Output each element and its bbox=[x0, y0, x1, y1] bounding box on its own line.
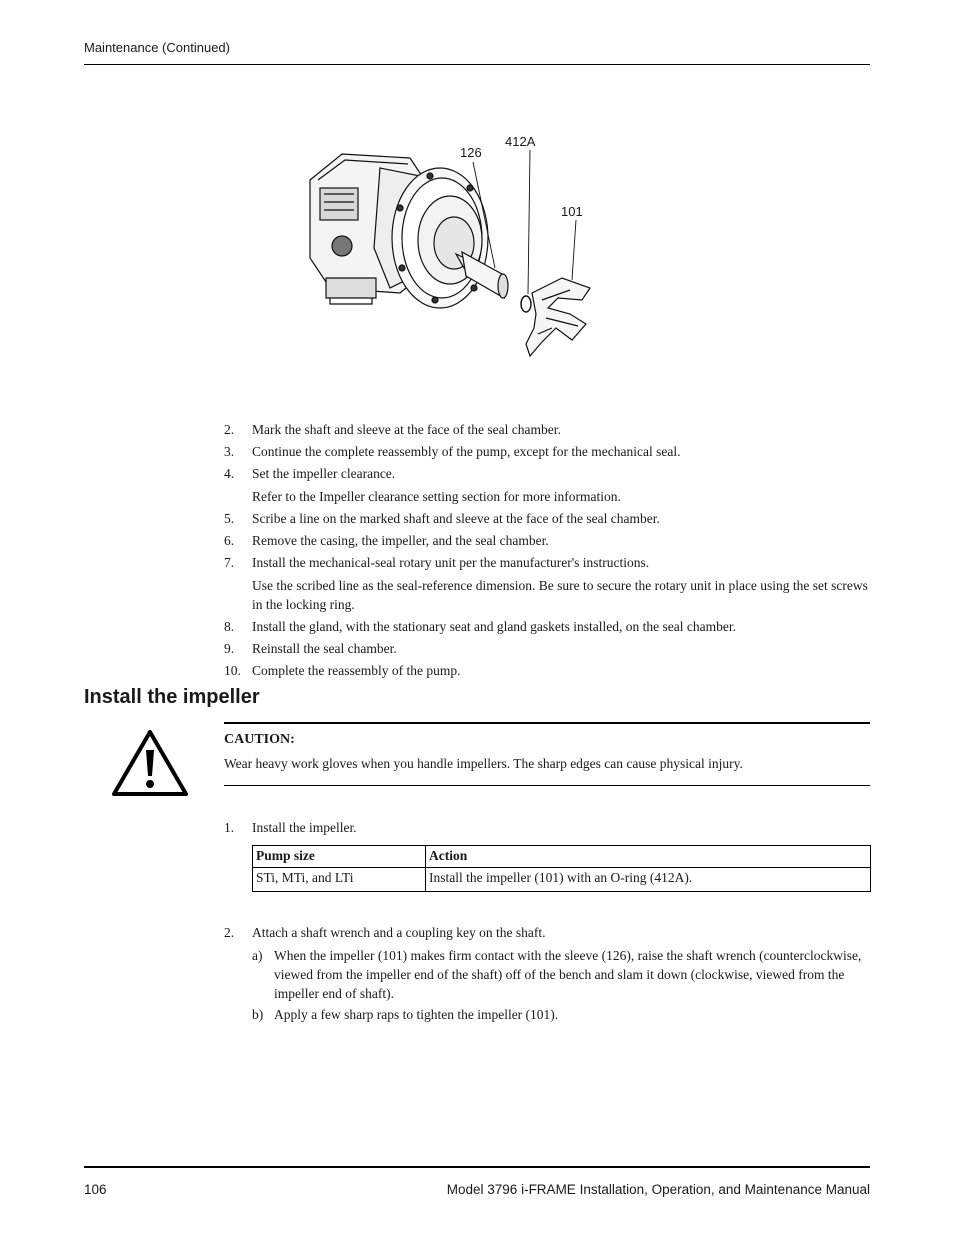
step-number: 2. bbox=[224, 422, 235, 437]
list-item bbox=[224, 509, 870, 528]
step-text: Mark the shaft and sleeve at the face of the seal chamber. bbox=[252, 422, 561, 437]
step-text: Install the mechanical-seal rotary unit per the manufacturer's instructions. bbox=[252, 555, 650, 570]
step-text: Reinstall the seal chamber. bbox=[252, 641, 397, 656]
list-item bbox=[224, 818, 870, 837]
step-text: Install the gland, with the stationary seat and gland gaskets installed, on the seal chamber. bbox=[252, 619, 736, 634]
list-item bbox=[224, 553, 870, 572]
page-number: 106 bbox=[84, 1182, 107, 1197]
step-number: 2. bbox=[224, 925, 235, 940]
step-note: Use the scribed line as the seal-reference dimension. Be sure to secure the rotary unit in place using the set screws in the locking ring. bbox=[252, 578, 868, 612]
step-text: Continue the complete reassembly of the pump, except for the mechanical seal. bbox=[252, 444, 681, 459]
step-text: Scribe a line on the marked shaft and sleeve at the face of the seal chamber. bbox=[252, 511, 660, 526]
list-item bbox=[224, 442, 870, 461]
sub-step-letter: a) bbox=[252, 948, 263, 963]
list-item bbox=[224, 531, 870, 550]
column-header: Action bbox=[426, 846, 871, 868]
list-item bbox=[224, 639, 870, 658]
sub-step-text: Apply a few sharp raps to tighten the impeller (101). bbox=[274, 1007, 559, 1022]
step-text: Attach a shaft wrench and a coupling key on the shaft. bbox=[252, 925, 546, 940]
warning-triangle-icon bbox=[110, 728, 190, 798]
impeller-steps bbox=[224, 818, 870, 837]
step-number: 6. bbox=[224, 533, 235, 548]
list-item bbox=[224, 420, 870, 439]
pump-assembly-figure bbox=[290, 128, 620, 378]
footer-divider bbox=[84, 1166, 870, 1168]
running-header: Maintenance (Continued) bbox=[84, 40, 230, 55]
sub-step-text: When the impeller (101) makes firm contact with the sleeve (126), raise the shaft wrench (counterclockwise, viewed from the impeller end of the shaft) off of the bench and slam it down (clockwise, viewed from the impeller end of shaft). bbox=[274, 948, 862, 1001]
caution-text: Wear heavy work gloves when you handle impellers. The sharp edges can cause physical injury. bbox=[224, 756, 743, 771]
caution-label: CAUTION: bbox=[224, 732, 295, 747]
header-divider bbox=[84, 64, 870, 65]
caution-bottom-rule bbox=[224, 785, 870, 786]
caution-top-rule bbox=[224, 722, 870, 724]
table-row bbox=[253, 868, 871, 892]
step-number: 10. bbox=[224, 663, 241, 678]
list-item bbox=[224, 617, 870, 636]
sub-list-item bbox=[224, 1005, 870, 1024]
impeller-steps-continued bbox=[224, 923, 870, 1024]
list-item bbox=[224, 464, 870, 483]
sub-step-letter: b) bbox=[252, 1007, 264, 1022]
step-number: 1. bbox=[224, 820, 235, 835]
step-note: Refer to the Impeller clearance setting section for more information. bbox=[252, 489, 621, 504]
step-number: 5. bbox=[224, 511, 235, 526]
list-item bbox=[224, 923, 870, 942]
pump-size-table bbox=[252, 845, 871, 892]
step-number: 9. bbox=[224, 641, 235, 656]
section-heading: Install the impeller bbox=[84, 686, 260, 708]
step-text: Complete the reassembly of the pump. bbox=[252, 663, 461, 678]
table-header-row bbox=[253, 846, 871, 868]
table-cell: Install the impeller (101) with an O-ring (412A). bbox=[426, 868, 871, 892]
step-text: Install the impeller. bbox=[252, 820, 357, 835]
step-number: 8. bbox=[224, 619, 235, 634]
step-text: Remove the casing, the impeller, and the seal chamber. bbox=[252, 533, 549, 548]
step-number: 4. bbox=[224, 466, 235, 481]
step-number: 7. bbox=[224, 555, 235, 570]
callout-412a: 412A bbox=[505, 134, 536, 149]
pump-illustration bbox=[290, 128, 620, 378]
manual-title: Model 3796 i-FRAME Installation, Operation, and Maintenance Manual bbox=[446, 1182, 870, 1197]
seal-reassembly-steps bbox=[224, 420, 870, 680]
sub-list-item bbox=[224, 946, 870, 1003]
list-item bbox=[224, 661, 870, 680]
column-header: Pump size bbox=[253, 846, 426, 868]
callout-101: 101 bbox=[561, 204, 583, 219]
step-text: Set the impeller clearance. bbox=[252, 466, 396, 481]
table-cell: STi, MTi, and LTi bbox=[253, 868, 426, 892]
step-number: 3. bbox=[224, 444, 235, 459]
callout-126: 126 bbox=[460, 145, 482, 160]
